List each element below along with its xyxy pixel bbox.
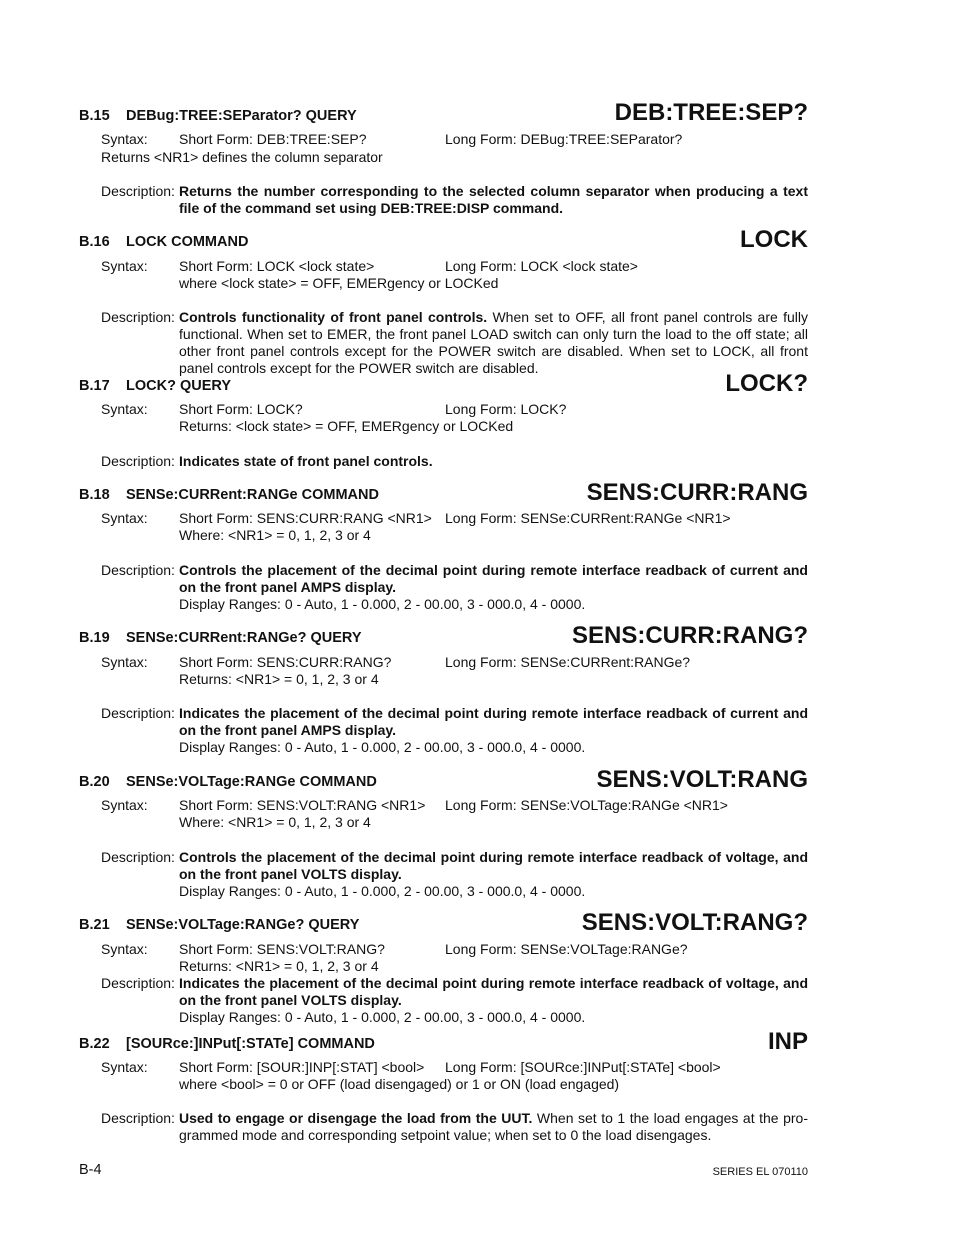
syntax-note: Where: <NR1> = 0, 1, 2, 3 or 4 [179, 527, 371, 543]
description-label: Description: [101, 309, 175, 325]
series-label: SERIES EL 070110 [712, 1166, 808, 1178]
syntax-note: Returns <NR1> defines the column separator [101, 149, 383, 165]
description-text: Controls the placement of the decimal point during remote interface readback of current and on the front panel AMPS display. [179, 562, 808, 595]
description-label: Description: [101, 705, 175, 721]
display-ranges: Display Ranges: 0 - Auto, 1 - 0.000, 2 - 00.00, 3 - 000.0, 4 - 0000. [179, 596, 586, 612]
long-form: Long Form: LOCK? [445, 401, 567, 417]
section-heading-b18: B.18 SENSe:CURRent:RANGe COMMAND [79, 487, 379, 503]
description-text: Indicates the placement of the decimal point during remote interface readback of current and on the front panel AMPS display. [179, 705, 808, 738]
syntax-note: Where: <NR1> = 0, 1, 2, 3 or 4 [179, 814, 371, 830]
description-label: Description: [101, 1110, 175, 1126]
syntax-note: where <bool> = 0 or OFF (load disengaged) or 1 or ON (load engaged) [179, 1076, 620, 1092]
description-text: Indicates state of front panel controls. [179, 453, 433, 469]
syntax-label: Syntax: [101, 258, 148, 274]
description-text: Controls functionality of front panel controls. When set to OFF, all front panel controls are fully functional. When set to EMER, the front panel LOAD switch can only turn the load to the off state; all other front panel controls except for the POWER switch are disabled. When set to LOCK, all front panel controls except for the POWER switch are disabled. [179, 309, 809, 376]
description-label: Description: [101, 562, 175, 578]
description-text: Indicates the placement of the decimal point during remote interface readback of voltage, and on the front panel VOLTS display. [179, 975, 808, 1008]
syntax-note: where <lock state> = OFF, EMERgency or LOCKed [179, 275, 499, 291]
section-heading-b20: B.20 SENSe:VOLTage:RANGe COMMAND [79, 774, 377, 790]
short-form: Short Form: SENS:VOLT:RANG? [179, 941, 385, 957]
description-label: Description: [101, 183, 175, 199]
short-form: Short Form: LOCK <lock state> [179, 258, 375, 274]
page-number: B-4 [79, 1162, 102, 1178]
command-mnemonic-b21: SENS:VOLT:RANG? [581, 909, 808, 936]
command-mnemonic-b16: LOCK [740, 226, 808, 253]
long-form: Long Form: SENSe:VOLTage:RANGe <NR1> [445, 797, 728, 813]
syntax-label: Syntax: [101, 131, 148, 147]
section-heading-b19: B.19 SENSe:CURRent:RANGe? QUERY [79, 630, 362, 646]
long-form: Long Form: SENSe:VOLTage:RANGe? [445, 941, 688, 957]
description-text: Controls the placement of the decimal point during remote interface readback of voltage, and on the front panel VOLTS display. [179, 849, 808, 882]
command-mnemonic-b17: LOCK? [725, 370, 808, 397]
display-ranges: Display Ranges: 0 - Auto, 1 - 0.000, 2 - 00.00, 3 - 000.0, 4 - 0000. [179, 739, 586, 755]
description-label: Description: [101, 453, 175, 469]
short-form: Short Form: LOCK? [179, 401, 303, 417]
command-mnemonic-b20: SENS:VOLT:RANG [596, 766, 808, 793]
section-heading-b16: B.16 LOCK COMMAND [79, 234, 249, 250]
section-heading-b17: B.17 LOCK? QUERY [79, 378, 231, 394]
long-form: Long Form: LOCK <lock state> [445, 258, 638, 274]
description-text: Returns the number corresponding to the selected column separator when producing a text file of the command set using DEB:TREE:DISP command. [179, 183, 808, 216]
command-mnemonic-b22: INP [767, 1028, 808, 1055]
short-form: Short Form: DEB:TREE:SEP? [179, 131, 367, 147]
short-form: Short Form: SENS:CURR:RANG <NR1> [179, 510, 432, 526]
syntax-note: Returns: <lock state> = OFF, EMERgency or LOCKed [179, 418, 514, 434]
long-form: Long Form: SENSe:CURRent:RANGe? [445, 654, 691, 670]
command-mnemonic-b15: DEB:TREE:SEP? [614, 99, 808, 126]
syntax-label: Syntax: [101, 941, 148, 957]
short-form: Short Form: SENS:VOLT:RANG <NR1> [179, 797, 426, 813]
description-text: Used to engage or disengage the load from the UUT. When set to 1 the load engages at the pro-grammed mode and corresponding setpoint value; when set to 0 the load disengages. [179, 1110, 808, 1143]
section-heading-b22: B.22 [SOURce:]INPut[:STATe] COMMAND [79, 1036, 375, 1052]
long-form: Long Form: DEBug:TREE:SEParator? [445, 131, 683, 147]
syntax-note: Returns: <NR1> = 0, 1, 2, 3 or 4 [179, 671, 379, 687]
long-form: Long Form: [SOURce:]INPut[:STATe] <bool> [445, 1059, 721, 1075]
syntax-label: Syntax: [101, 1059, 148, 1075]
description-label: Description: [101, 849, 175, 865]
command-mnemonic-b18: SENS:CURR:RANG [586, 479, 808, 506]
section-heading-b15: B.15 DEBug:TREE:SEParator? QUERY [79, 108, 357, 124]
section-heading-b21: B.21 SENSe:VOLTage:RANGe? QUERY [79, 917, 360, 933]
syntax-label: Syntax: [101, 401, 148, 417]
display-ranges: Display Ranges: 0 - Auto, 1 - 0.000, 2 - 00.00, 3 - 000.0, 4 - 0000. [179, 1009, 586, 1025]
syntax-note: Returns: <NR1> = 0, 1, 2, 3 or 4 [179, 958, 379, 974]
long-form: Long Form: SENSe:CURRent:RANGe <NR1> [445, 510, 731, 526]
syntax-label: Syntax: [101, 510, 148, 526]
syntax-label: Syntax: [101, 797, 148, 813]
syntax-label: Syntax: [101, 654, 148, 670]
command-mnemonic-b19: SENS:CURR:RANG? [572, 622, 808, 649]
display-ranges: Display Ranges: 0 - Auto, 1 - 0.000, 2 - 00.00, 3 - 000.0, 4 - 0000. [179, 883, 586, 899]
short-form: Short Form: SENS:CURR:RANG? [179, 654, 392, 670]
short-form: Short Form: [SOUR:]INP[:STAT] <bool> [179, 1059, 425, 1075]
description-label: Description: [101, 975, 175, 991]
